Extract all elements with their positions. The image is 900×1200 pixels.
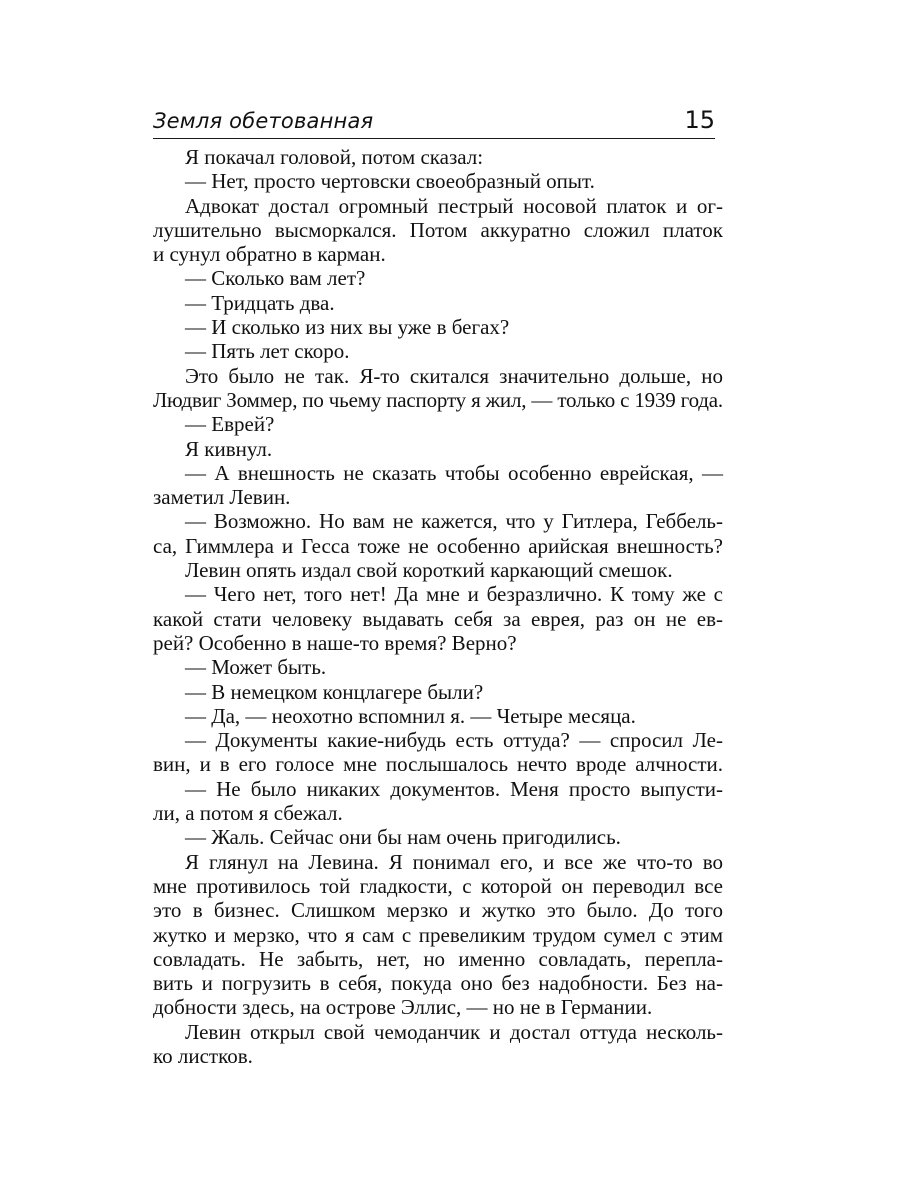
text-line: — А внешность не сказать чтобы особенно еврейская, —: [185, 460, 723, 485]
text-line: — И сколько из них вы уже в бегах?: [185, 315, 510, 340]
text-line: какой стати человеку выдавать себя за еврея, раз он не ев-: [153, 606, 723, 631]
text-line: лушительно высморкался. Потом аккуратно сложил платок: [153, 217, 723, 242]
text-line: — Тридцать два.: [185, 290, 335, 315]
running-head: [153, 103, 715, 139]
text-line: Я кивнул.: [185, 436, 273, 461]
text-line: Я покачал головой, потом сказал:: [185, 145, 484, 169]
text-line: — Жаль. Сейчас они бы нам очень пригодились.: [185, 825, 621, 850]
text-line: — Еврей?: [185, 412, 275, 437]
page-number: 15: [684, 106, 715, 134]
text-line: Людвиг Зоммер, по чьему паспорту я жил, — только с 1939 года.: [153, 387, 723, 412]
text-line: — Может быть.: [185, 655, 327, 680]
text-line: Левин опять издал свой короткий каркающий смешок.: [185, 558, 673, 583]
text-line: — Нет, просто чертовски своеобразный опыт.: [185, 169, 595, 194]
text-line: Я глянул на Левина. Я понимал его, и все же что-то во: [185, 849, 723, 874]
text-line: — Возможно. Но вам не кажется, что у Гитлера, Геббель-: [185, 509, 723, 534]
text-line: са, Гиммлера и Гесса тоже не особенно арийская внешность?: [153, 533, 723, 558]
text-line: — Не было никаких документов. Меня просто выпусти-: [185, 776, 723, 801]
text-line: — Чего нет, того нет! Да мне и безразлично. К тому же с: [185, 582, 723, 607]
body-text: [153, 145, 723, 1068]
text-line: совладать. Не забыть, нет, но именно совладать, перепла-: [153, 946, 723, 971]
text-line: жутко и мерзко, что я сам с превеликим трудом сумел с этим: [153, 922, 723, 947]
text-line: ли, а потом я сбежал.: [153, 801, 343, 826]
text-line: ко листков.: [153, 1043, 253, 1068]
text-line: — Да, — неохотно вспомнил я. — Четыре месяца.: [185, 703, 636, 728]
text-line: — Пять лет скоро.: [185, 339, 350, 364]
text-line: — Сколько вам лет?: [185, 266, 366, 291]
text-line: — В немецком концлагере были?: [185, 679, 484, 704]
running-title: Земля обетованная: [153, 109, 374, 133]
text-line: это в бизнес. Слишком мерзко и жутко это было. До того: [153, 898, 723, 923]
text-line: заметил Левин.: [153, 485, 291, 510]
text-line: добности здесь, на острове Эллис, — но не в Германии.: [153, 995, 653, 1020]
text-line: мне противилось той гладкости, с которой он переводил все: [153, 873, 723, 898]
text-line: Адвокат достал огромный пестрый носовой платок и ог-: [185, 193, 723, 218]
text-line: вить и погрузить в себя, покуда оно без надобности. Без на-: [153, 971, 723, 996]
text-line: и сунул обратно в карман.: [153, 242, 386, 267]
text-line: Это было не так. Я-то скитался значительно дольше, но: [185, 363, 723, 388]
text-line: рей? Особенно в наше-то время? Верно?: [153, 630, 517, 655]
header-rule: [153, 138, 715, 140]
text-line: вин, и в его голосе мне послышалось нечто вроде алчности.: [153, 752, 723, 777]
text-line: — Документы какие-нибудь есть оттуда? — спросил Ле-: [185, 728, 723, 753]
text-line: Левин открыл свой чемоданчик и достал оттуда несколь-: [185, 1019, 723, 1044]
